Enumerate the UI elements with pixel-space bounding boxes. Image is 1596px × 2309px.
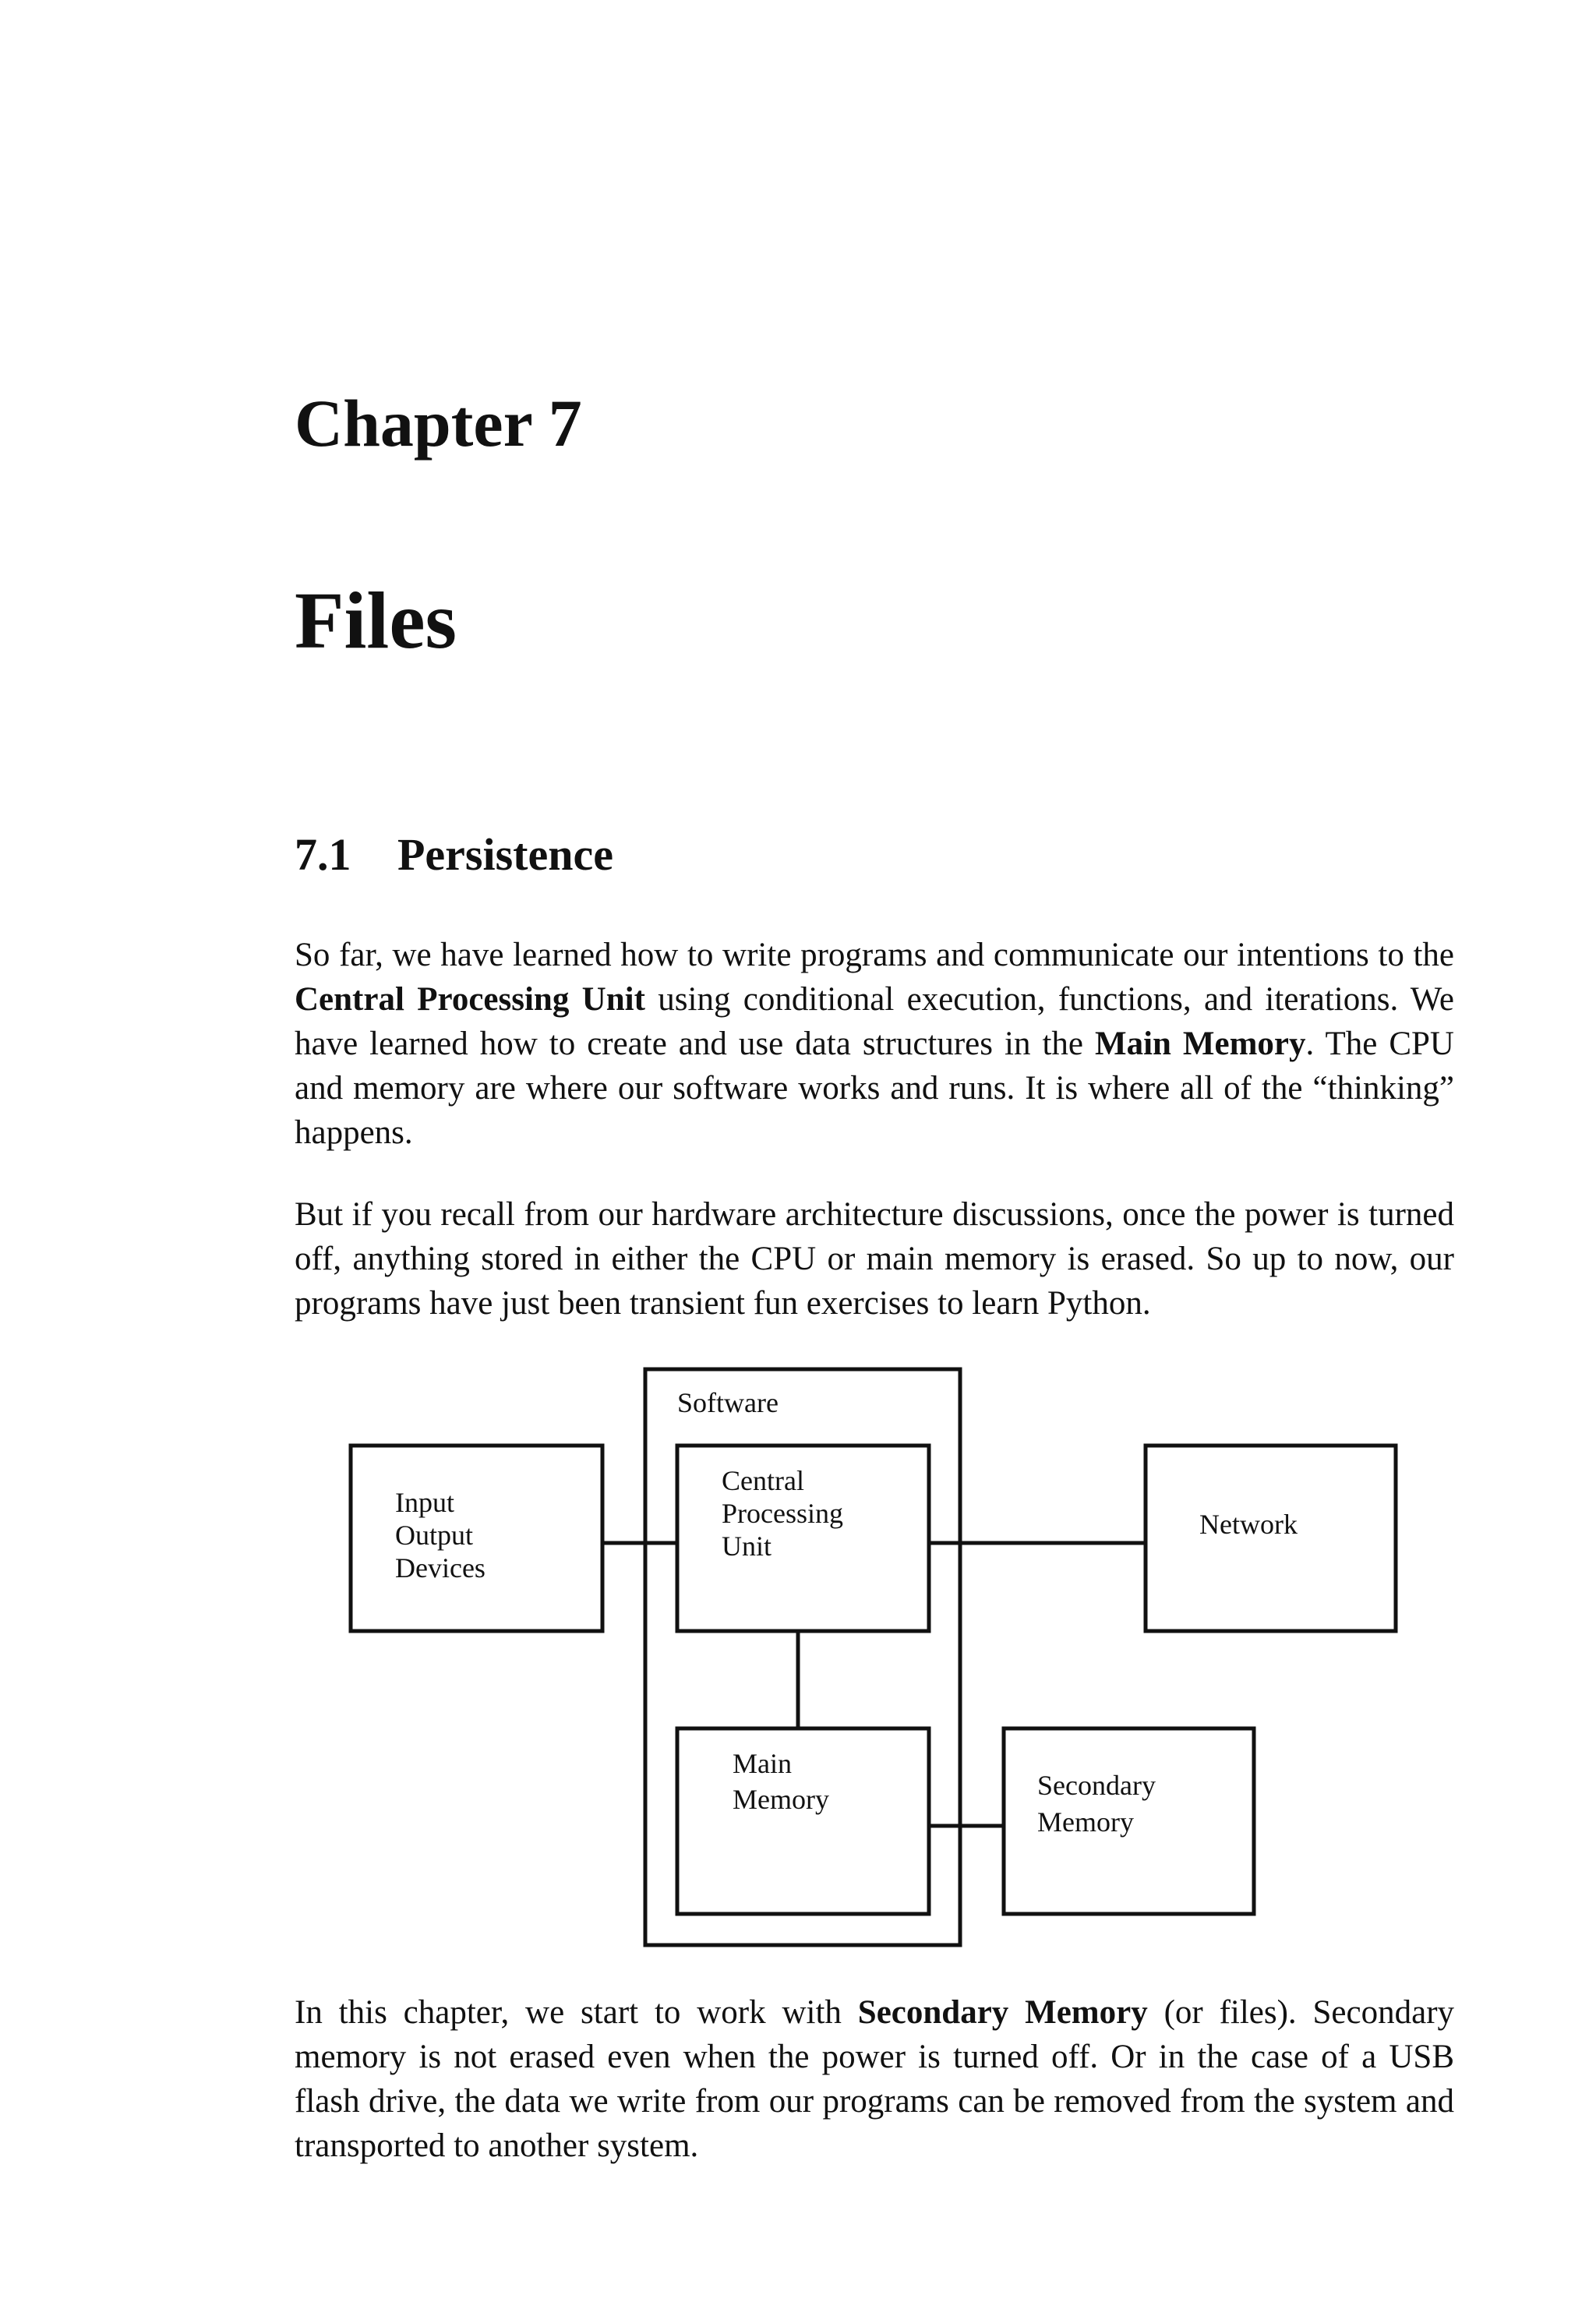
secondary-memory-label-line1: Secondary (1037, 1770, 1156, 1801)
cpu-box (677, 1446, 929, 1631)
cpu-label-line1: Central (722, 1465, 804, 1496)
term-main-memory: Main Memory (1094, 1026, 1306, 1062)
main-memory-label-line1: Main (733, 1748, 792, 1779)
chapter-title: Files (295, 576, 457, 666)
section-number: 7.1 (295, 829, 351, 880)
paragraph-text: . The CPU and memory are where our software works and runs. It is where all of the “thinking” happens. (295, 1026, 1454, 1151)
paragraph-text: In this chapter, we start to work with (295, 1994, 858, 2031)
input-output-label-line3: Devices (395, 1552, 486, 1583)
paragraph-power-off (295, 1192, 1454, 1326)
main-memory-box (677, 1728, 929, 1914)
cpu-label-line2: Processing (722, 1498, 843, 1529)
section-heading (295, 829, 613, 880)
term-secondary-memory: Secondary Memory (857, 1994, 1148, 2031)
paragraph-text: So far, we have learned how to write programs and communicate our intentions to the (295, 937, 1454, 973)
paragraph-text: (or files). Secondary memory is not erased even when the power is turned off. Or in the case of a USB flash drive, the data we write from our programs can be removed from the system and transported to another system. (295, 1994, 1455, 2164)
software-label: Software (677, 1387, 779, 1418)
paragraph-intro (295, 933, 1454, 1155)
secondary-memory-label-line2: Memory (1037, 1806, 1134, 1838)
secondary-memory-box (1004, 1728, 1254, 1914)
network-box (1146, 1446, 1396, 1631)
main-memory-label-line2: Memory (733, 1784, 829, 1815)
input-output-box (351, 1446, 602, 1631)
software-box (645, 1369, 960, 1945)
input-output-label-line1: Input (395, 1487, 454, 1518)
network-label: Network (1199, 1509, 1298, 1540)
cpu-label-line3: Unit (722, 1531, 772, 1562)
paragraph-text: using conditional execution, functions, and iterations. We have learned how to create and use data structures in the (295, 981, 1454, 1062)
paragraph-text: But if you recall from our hardware architecture discussions, once the power is turned off, anything stored in either the CPU or main memory is erased. So up to now, our programs have just been transient fun exercises to learn Python. (295, 1196, 1454, 1322)
chapter-label: Chapter 7 (295, 386, 582, 461)
term-central-processing-unit: Central Processing Unit (295, 981, 645, 1018)
input-output-label-line2: Output (395, 1520, 474, 1551)
section-title: Persistence (397, 829, 613, 880)
paragraph-secondary-memory (295, 1990, 1454, 2168)
